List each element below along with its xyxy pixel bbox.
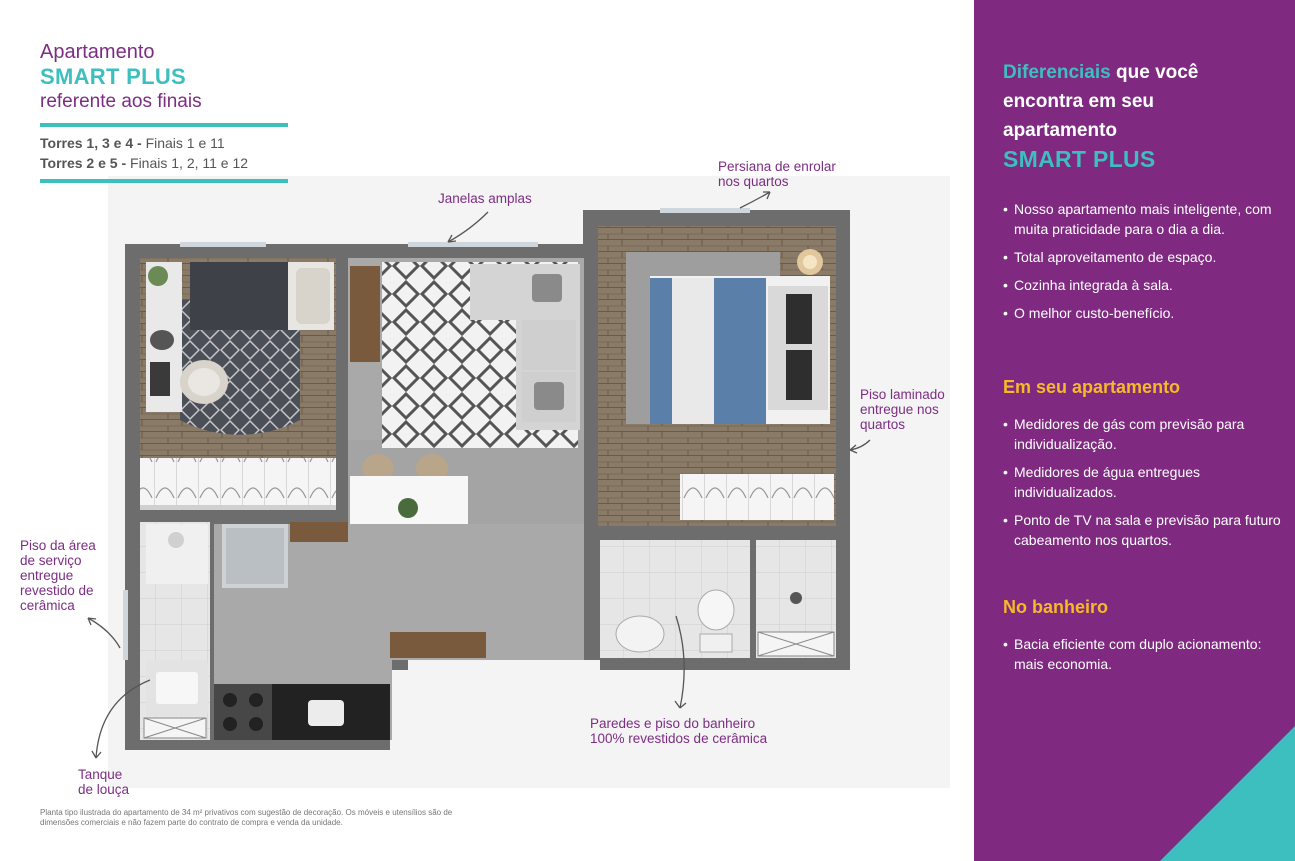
header-line-smart-plus: SMART PLUS: [40, 64, 186, 89]
header-rule-bottom: [40, 179, 288, 183]
section-heading: No banheiro: [1003, 597, 1109, 617]
callout-tanque: [78, 767, 129, 797]
list-item: • O melhor custo-benefício.: [1003, 303, 1288, 323]
callout-persiana: [718, 159, 836, 189]
features-panel: [974, 0, 1295, 861]
bullet-list: [1003, 634, 1288, 674]
callout-line: Paredes e piso do banheiro: [590, 716, 756, 731]
panel-title-line: encontra em seu: [1003, 91, 1154, 112]
list-item: • Ponto de TV na sala e previsão para futuro cabeamento nos quartos.: [1003, 510, 1288, 550]
callout-line: Persiana de enrolar: [718, 159, 836, 174]
callout-line: entregue: [20, 568, 74, 583]
callout-line: entregue nos: [860, 402, 939, 417]
teal-corner-decoration: [1160, 726, 1295, 861]
tower-row-label: Torres 1, 3 e 4 -: [40, 135, 142, 151]
callout-piso-laminado: [860, 387, 945, 432]
list-item: • Total aproveitamento de espaço.: [1003, 247, 1288, 267]
callout-janelas: Janelas amplas: [438, 191, 532, 206]
panel-title-brand: SMART PLUS: [1003, 146, 1156, 172]
header-line-apartamento: Apartamento: [40, 41, 155, 63]
list-item: • Medidores de gás com previsão para individualização.: [1003, 414, 1288, 454]
footnote: Planta tipo ilustrada do apartamento de 34 m² privativos com sugestão de decoração. Os móveis e utensílios são de dimensões comerciais e não fazem parte do contrato de compra e venda da unidade.: [40, 808, 453, 827]
section-diferenciais: [1003, 199, 1288, 331]
list-item: • Nosso apartamento mais inteligente, com muita praticidade para o dia a dia.: [1003, 199, 1288, 239]
section-heading: Em seu apartamento: [1003, 377, 1181, 397]
callout-line: revestido de: [20, 583, 94, 598]
bullet-list: [1003, 414, 1288, 550]
callout-line: de serviço: [20, 553, 82, 568]
bullet-list: [1003, 199, 1288, 323]
callout-line: cerâmica: [20, 598, 75, 613]
callout-line: de louça: [78, 782, 130, 797]
callout-line: Piso da área: [20, 538, 96, 553]
list-item: • Bacia eficiente com duplo acionamento: mais economia.: [1003, 634, 1288, 674]
tower-row: [40, 133, 288, 153]
callout-line: nos quartos: [718, 174, 789, 189]
panel-title-rest: que você: [1110, 62, 1199, 83]
header-rule-top: [40, 123, 288, 127]
section-no-banheiro: [1003, 596, 1288, 682]
header-line-referente: referente aos finais: [40, 91, 202, 112]
section-em-seu-apartamento: [1003, 376, 1288, 558]
callout-piso-servico: [20, 538, 96, 613]
callout-line: Piso laminado: [860, 387, 945, 402]
tower-row-value: Finais 1 e 11: [141, 135, 225, 151]
apartment-header: [40, 40, 288, 183]
tower-row-label: Torres 2 e 5 -: [40, 155, 127, 171]
callout-banheiro: [590, 716, 767, 746]
tower-row-value: Finais 1, 2, 11 e 12: [126, 155, 249, 171]
callout-line: 100% revestidos de cerâmica: [590, 731, 768, 746]
panel-title-line: apartamento: [1003, 120, 1118, 141]
callout-line: quartos: [860, 417, 906, 432]
panel-title: [1003, 58, 1283, 174]
list-item: • Cozinha integrada à sala.: [1003, 275, 1288, 295]
callout-line: Tanque: [78, 767, 123, 782]
panel-title-line: [1003, 58, 1283, 87]
list-item: • Medidores de água entregues individualizados.: [1003, 462, 1288, 502]
panel-title-highlight: Diferenciais: [1003, 62, 1111, 83]
tower-row: [40, 153, 288, 173]
towers-list: [40, 133, 288, 173]
